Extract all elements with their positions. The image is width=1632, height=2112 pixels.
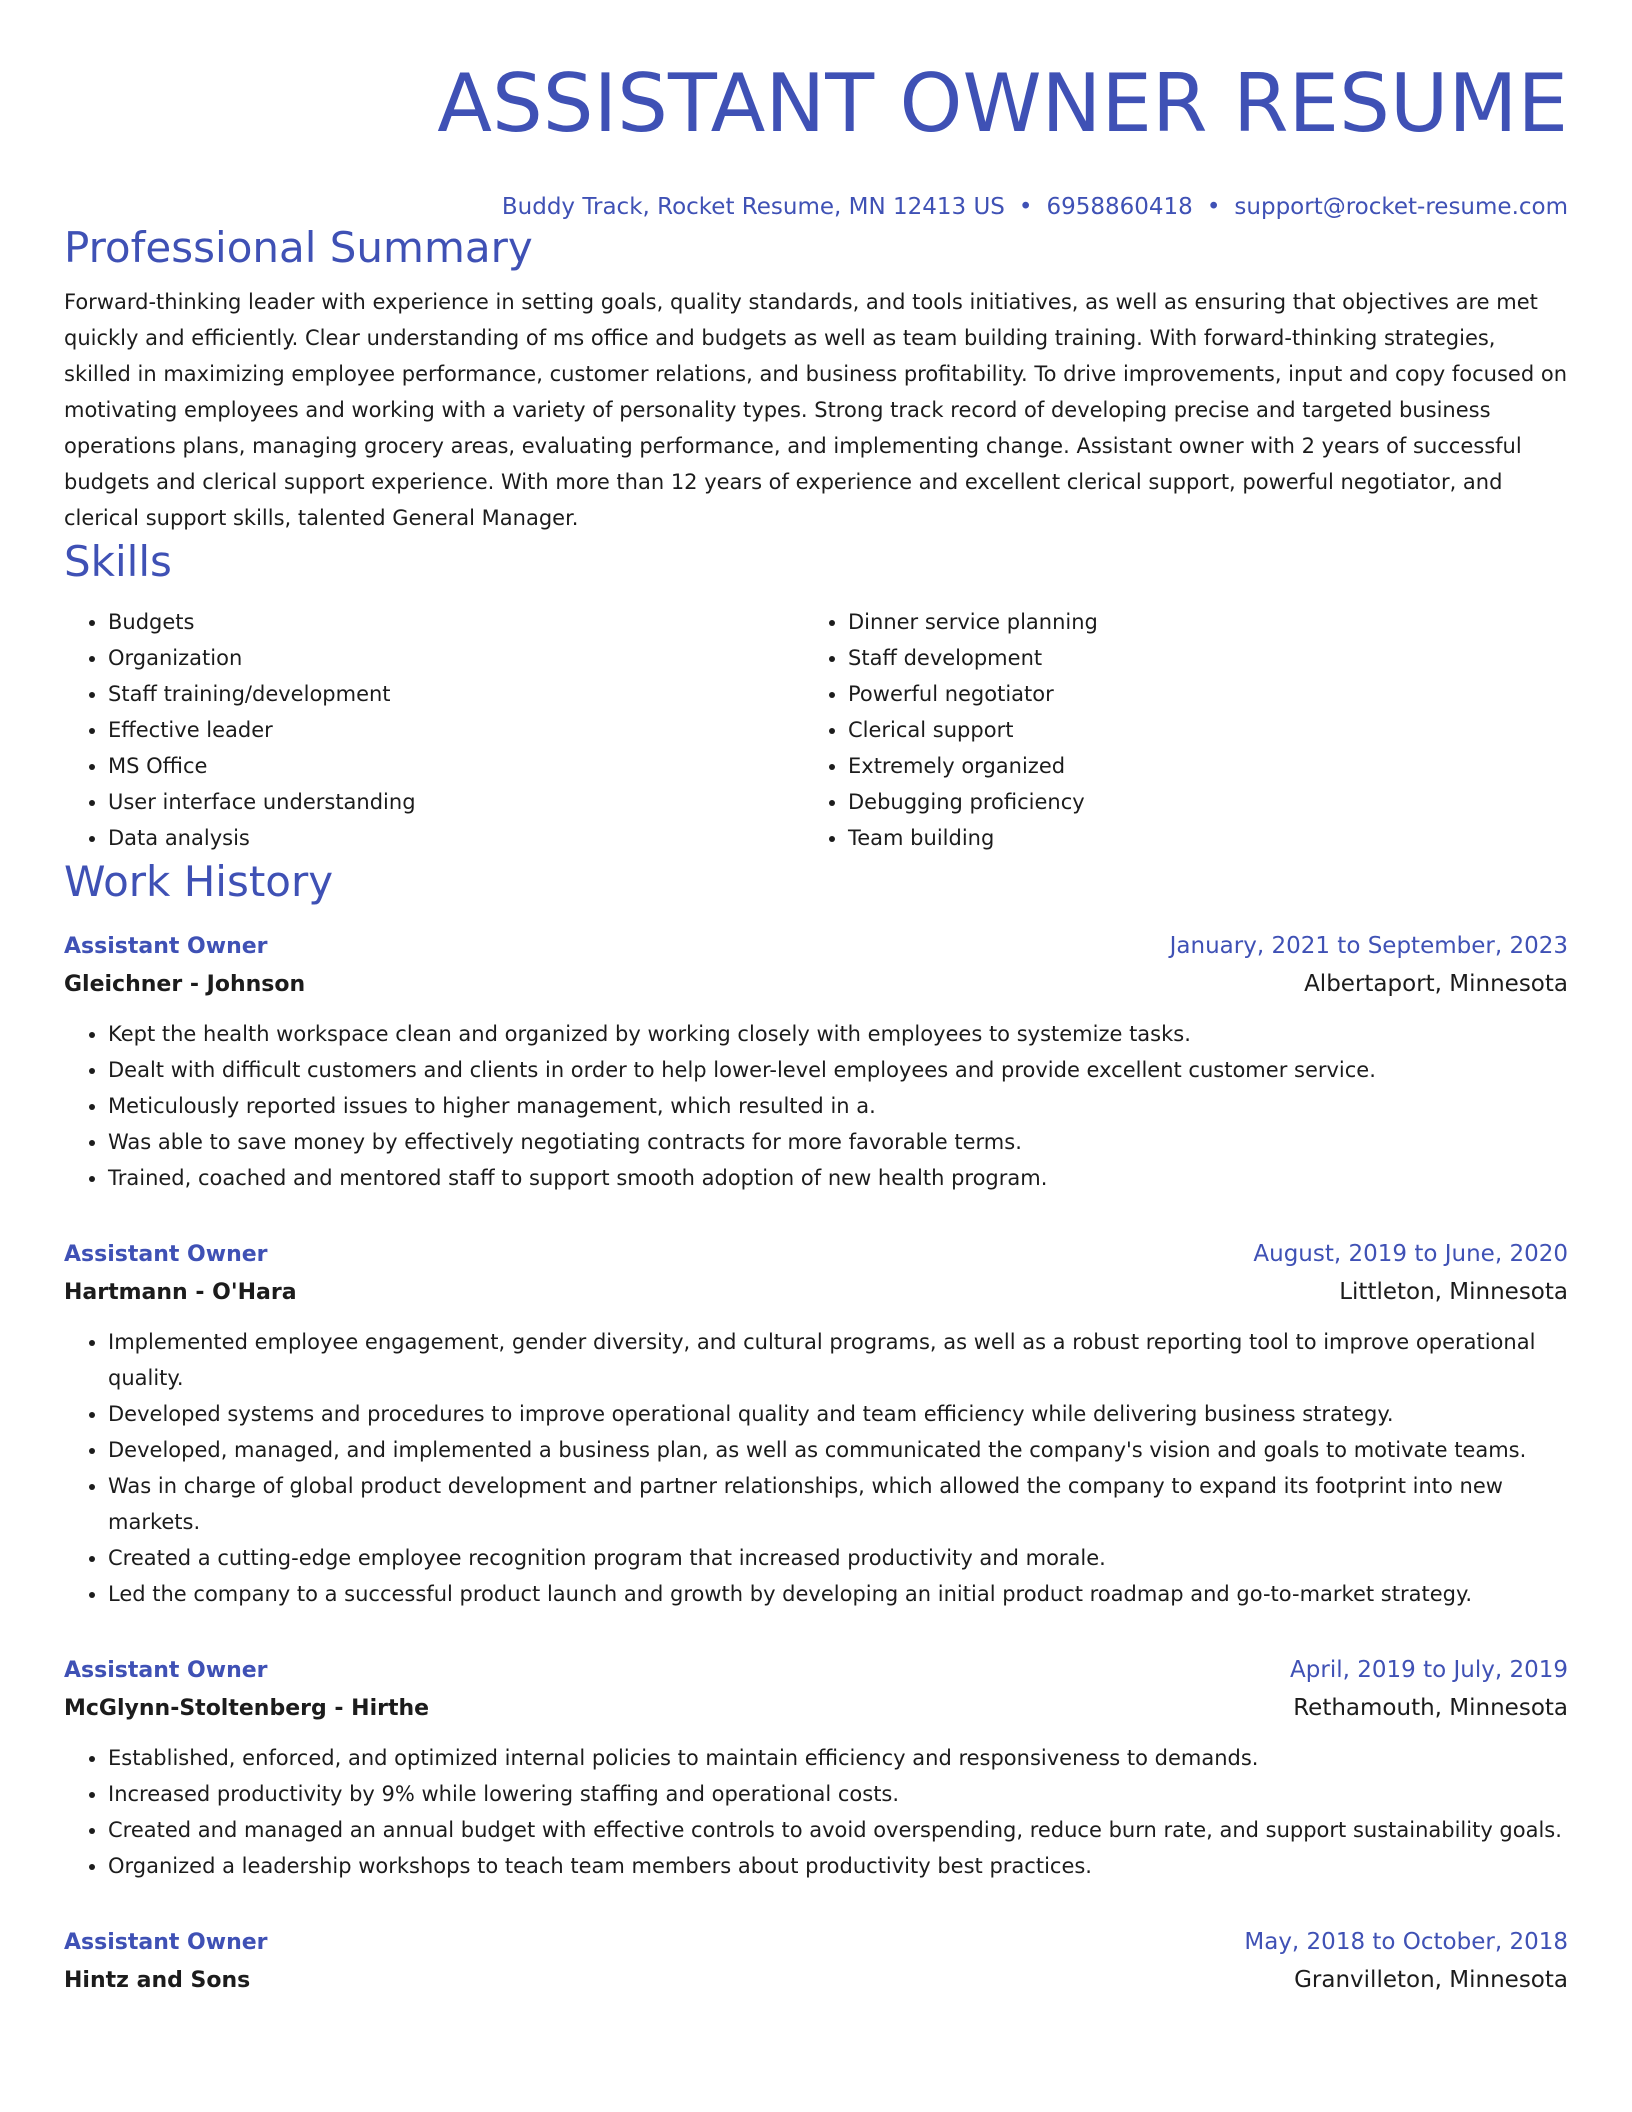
job-title: Assistant Owner: [64, 1930, 268, 1955]
skill-item: • Budgets: [108, 604, 804, 640]
job-entry: [64, 1924, 1568, 2000]
job-bullet: • Meticulously reported issues to higher management, which resulted in a.: [108, 1088, 1568, 1124]
job-bullets: [64, 1740, 1568, 1884]
job-bullet: • Created a cutting-edge employee recognition program that increased productivity and morale.: [108, 1540, 1568, 1576]
job-bullet: • Developed systems and procedures to improve operational quality and team efficiency while delivering business strategy.: [108, 1396, 1568, 1432]
job-location: Albertaport, Minnesota: [1304, 971, 1568, 997]
job-title: Assistant Owner: [64, 934, 268, 959]
contact-address: Buddy Track, Rocket Resume, MN 12413 US: [501, 194, 1005, 220]
resume-page: [64, 0, 1568, 2000]
skills-heading: Skills: [64, 537, 172, 586]
skill-item: • MS Office: [108, 748, 804, 784]
job-bullet: • Trained, coached and mentored staff to support smooth adoption of new health program.: [108, 1160, 1568, 1196]
job-entry: [64, 1236, 1568, 1612]
job-title: Assistant Owner: [64, 1242, 268, 1267]
skill-item: • Data analysis: [108, 820, 804, 856]
contact-phone: 6958860418: [1046, 194, 1193, 220]
skill-item: • Dinner service planning: [848, 604, 1544, 640]
job-bullet: • Organized a leadership workshops to teach team members about productivity best practices.: [108, 1848, 1568, 1884]
job-location: Granvilleton, Minnesota: [1294, 1967, 1568, 1993]
skill-item: • Team building: [848, 820, 1544, 856]
job-bullet: • Increased productivity by 9% while lowering staffing and operational costs.: [108, 1776, 1568, 1812]
job-bullet: • Was able to save money by effectively negotiating contracts for more favorable terms.: [108, 1124, 1568, 1160]
skills-column-right: [804, 604, 1544, 856]
job-bullet: • Dealt with difficult customers and clients in order to help lower-level employees and provide excellent customer service.: [108, 1052, 1568, 1088]
job-bullet: • Created and managed an annual budget with effective controls to avoid overspending, reduce burn rate, and support sustainability goals.: [108, 1812, 1568, 1848]
job-dates: January, 2021 to September, 2023: [1169, 933, 1568, 959]
skill-item: • Staff training/development: [108, 676, 804, 712]
skill-item: • Powerful negotiator: [848, 676, 1544, 712]
job-bullet: • Implemented employee engagement, gender diversity, and cultural programs, as well as a robust reporting tool to improve operational quality.: [108, 1324, 1568, 1396]
job-dates: August, 2019 to June, 2020: [1253, 1241, 1568, 1267]
job-title: Assistant Owner: [64, 1658, 268, 1683]
job-entry: [64, 1652, 1568, 1884]
job-bullet: • Led the company to a successful product launch and growth by developing an initial product roadmap and go-to-market strategy.: [108, 1576, 1568, 1612]
work-history-heading: Work History: [64, 857, 334, 906]
skill-item: • Organization: [108, 640, 804, 676]
job-bullet: • Established, enforced, and optimized internal policies to maintain efficiency and responsiveness to demands.: [108, 1740, 1568, 1776]
job-bullets: [64, 1324, 1568, 1612]
job-bullets: [64, 1016, 1568, 1196]
job-company: Hartmann - O'Hara: [64, 1280, 297, 1305]
job-bullet: • Was in charge of global product development and partner relationships, which allowed the company to expand its footprint into new markets.: [108, 1468, 1568, 1540]
skills-column-left: [64, 604, 804, 856]
job-bullet: • Developed, managed, and implemented a business plan, as well as communicated the company's vision and goals to motivate teams.: [108, 1432, 1568, 1468]
job-entry: [64, 928, 1568, 1196]
job-location: Littleton, Minnesota: [1339, 1279, 1568, 1305]
summary-text: Forward-thinking leader with experience in setting goals, quality standards, and tools initiatives, as well as ensuring that objectives are met quickly and efficiently. Clear understanding of ms office and budgets as well as team building training. With forward-thinking strategies, skilled in maximizing employee performance, customer relations, and business profitability. To drive improvements, input and copy focused on motivating employees and working with a variety of personality types. Strong track record of developing precise and targeted business operations plans, managing grocery areas, evaluating performance, and implementing change. Assistant owner with 2 years of successful budgets and clerical support experience. With more than 12 years of experience and excellent clerical support, powerful negotiator, and clerical support skills, talented General Manager.: [64, 290, 1567, 530]
resume-title: ASSISTANT OWNER RESUME: [437, 57, 1568, 150]
summary-heading: Professional Summary: [64, 223, 533, 272]
skill-item: • Extremely organized: [848, 748, 1544, 784]
job-company: McGlynn-Stoltenberg - Hirthe: [64, 1696, 430, 1721]
contact-line: [64, 192, 1568, 222]
job-dates: April, 2019 to July, 2019: [1290, 1657, 1568, 1683]
skill-item: • User interface understanding: [108, 784, 804, 820]
contact-separator: •: [1206, 194, 1221, 220]
skill-item: • Debugging proficiency: [848, 784, 1544, 820]
job-company: Gleichner - Johnson: [64, 972, 306, 997]
skill-item: • Staff development: [848, 640, 1544, 676]
job-location: Rethamouth, Minnesota: [1293, 1695, 1568, 1721]
job-bullet: • Kept the health workspace clean and organized by working closely with employees to systemize tasks.: [108, 1016, 1568, 1052]
skills-list: [64, 604, 1568, 856]
contact-email: support@rocket-resume.com: [1234, 194, 1568, 220]
skill-item: • Clerical support: [848, 712, 1544, 748]
contact-separator: •: [1018, 194, 1033, 220]
skill-item: • Effective leader: [108, 712, 804, 748]
job-dates: May, 2018 to October, 2018: [1244, 1929, 1568, 1955]
job-company: Hintz and Sons: [64, 1968, 251, 1993]
